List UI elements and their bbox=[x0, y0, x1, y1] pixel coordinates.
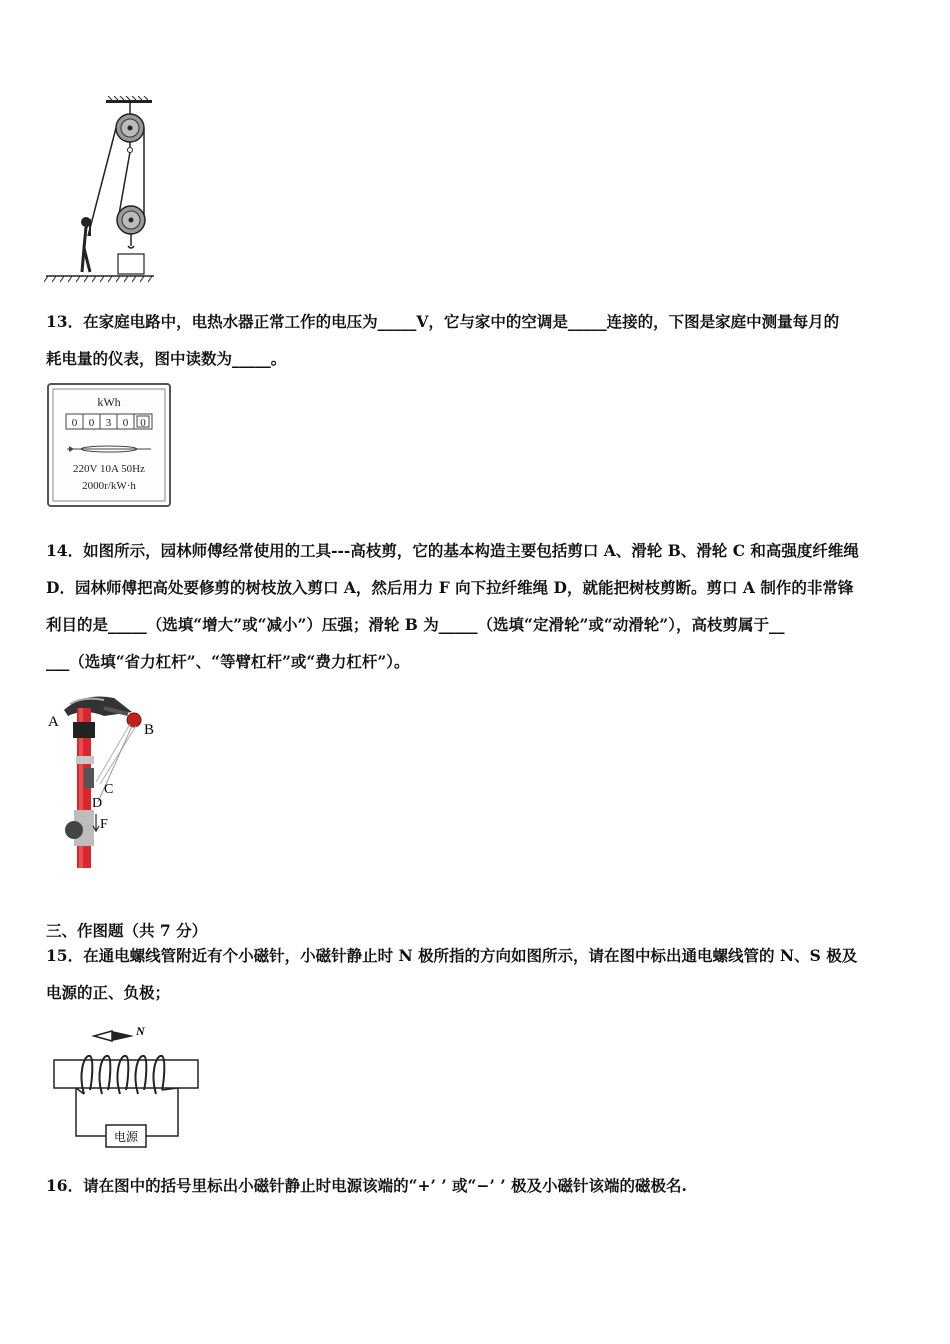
needle-label: N bbox=[136, 1024, 145, 1038]
meter-digit-3: 3 bbox=[105, 417, 112, 429]
question-14-line-2: D．园林师傅把高处要修剪的树枝放入剪口 A，然后用力 F 向下拉纤维绳 D，就能把树枝剪断。剪口 A 制作的非常锋 bbox=[46, 578, 854, 597]
power-source-label: 电源 bbox=[113, 1130, 139, 1144]
question-13-line-1: 13．在家庭电路中，电热水器正常工作的电压为_____V，它与家中的空调是_____连接的，下图是家庭中测量每月的 bbox=[46, 312, 840, 331]
meter-unit: kWh bbox=[97, 395, 121, 409]
solenoid-figure bbox=[50, 1024, 202, 1152]
label-c: C bbox=[104, 782, 114, 797]
meter-digit-1: 0 bbox=[71, 417, 78, 429]
question-15 bbox=[46, 937, 906, 1011]
meter-digit-2: 0 bbox=[88, 417, 95, 429]
electricity-meter bbox=[47, 383, 171, 507]
question-16-line-1: 16．请在图中的括号里标出小磁针静止时电源该端的“+’ ’ 或“−’ ’ 极及小磁针该端的磁极名. bbox=[46, 1176, 687, 1195]
question-13-line-2: 耗电量的仪表，图中读数为_____。 bbox=[46, 349, 287, 368]
question-15-line-2: 电源的正、负极； bbox=[46, 983, 171, 1002]
meter-digit-4: 0 bbox=[122, 417, 129, 429]
pulley-figure bbox=[44, 96, 160, 284]
question-16 bbox=[46, 1167, 906, 1204]
question-14 bbox=[46, 532, 906, 680]
label-a: A bbox=[48, 714, 59, 730]
meter-spec-line-2: 2000r/kW·h bbox=[82, 480, 136, 492]
label-d: D bbox=[92, 796, 103, 811]
label-f: F bbox=[100, 817, 108, 832]
question-14-line-3: 利目的是_____（选填“增大”或“减小”）压强；滑轮 B 为_____（选填“定滑轮”或“动滑轮”），高枝剪属于__ bbox=[46, 615, 785, 634]
question-14-line-4: ___（选填“省力杠杆”、“等臂杠杆”或“费力杠杆”）。 bbox=[46, 652, 410, 671]
meter-spec-line-1: 220V 10A 50Hz bbox=[73, 463, 145, 475]
question-15-line-1: 15．在通电螺线管附近有个小磁针，小磁针静止时 N 极所指的方向如图所示，请在图中标出通电螺线管的 N、S 极及 bbox=[46, 946, 858, 965]
meter-digit-5: 0 bbox=[140, 417, 146, 429]
label-b: B bbox=[144, 722, 155, 738]
question-13 bbox=[46, 303, 906, 377]
section-title: 三、作图题（共 7 分） bbox=[46, 921, 208, 940]
pole-shears-figure bbox=[44, 690, 164, 872]
question-14-line-1: 14．如图所示，园林师傅经常使用的工具---高枝剪，它的基本构造主要包括剪口 A、滑轮 B、滑轮 C 和高强度纤维绳 bbox=[46, 541, 859, 560]
